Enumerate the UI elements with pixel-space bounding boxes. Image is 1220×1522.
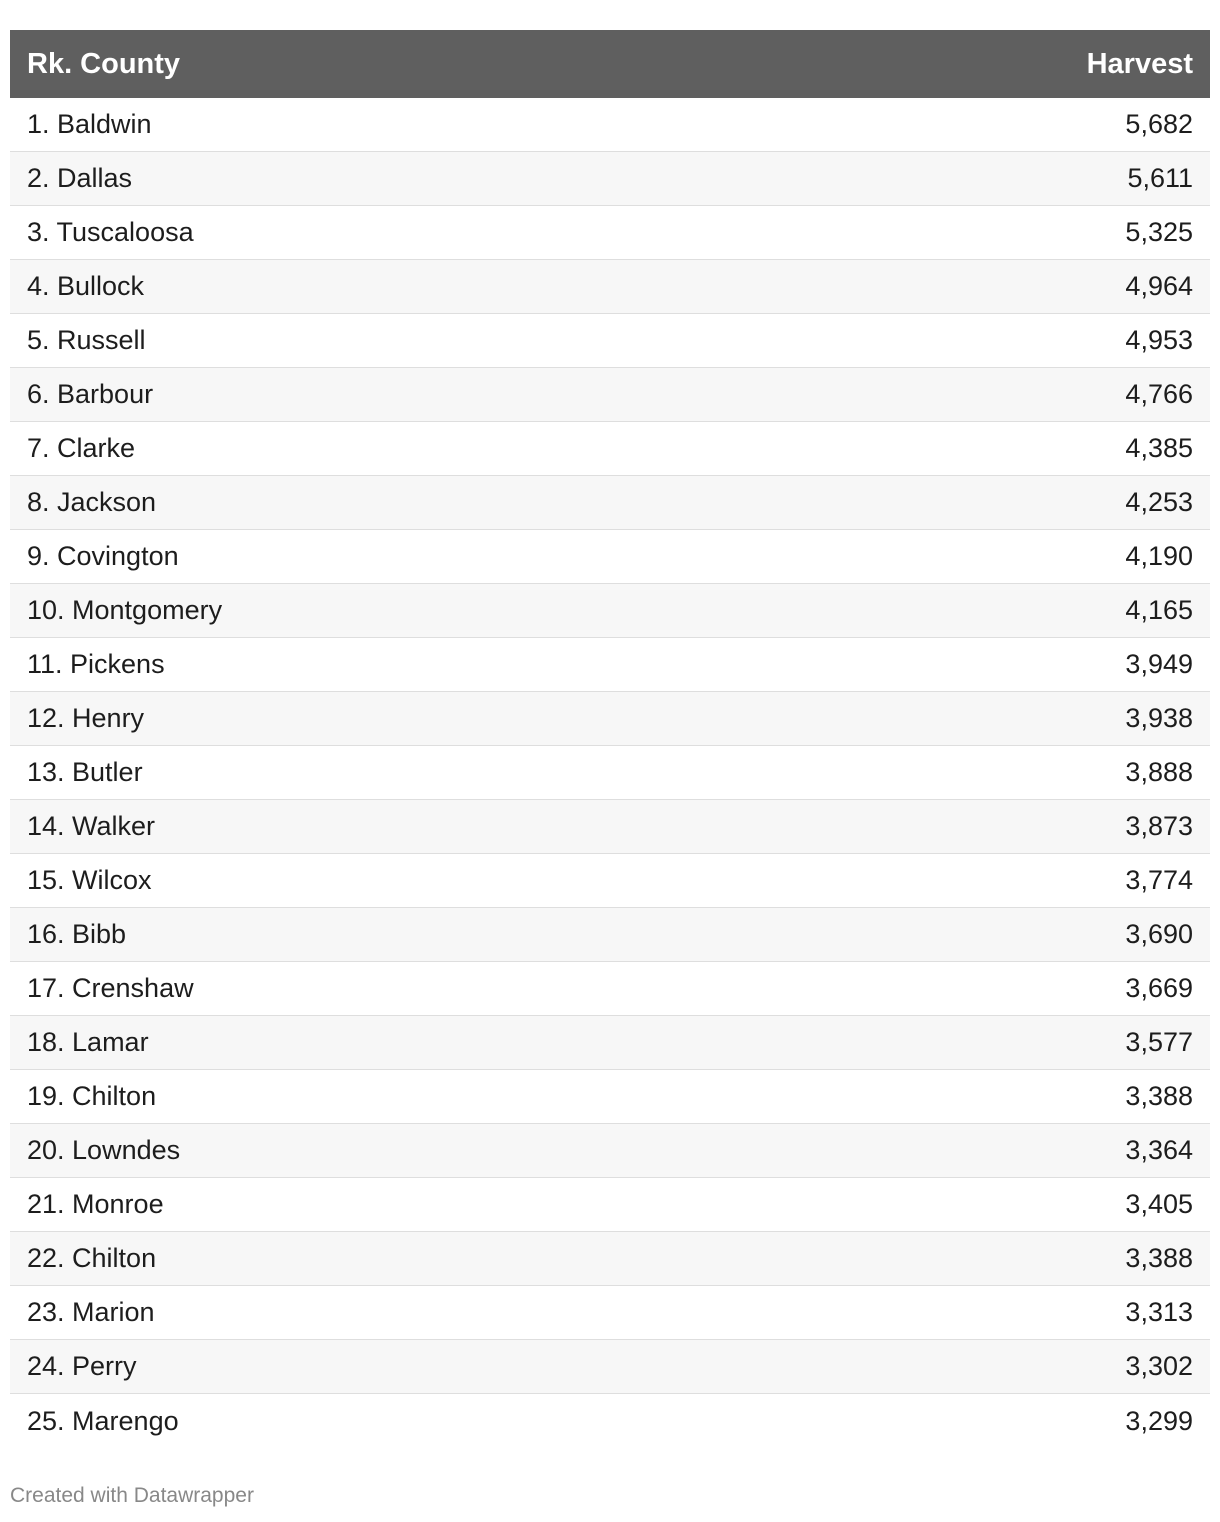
table-row (10, 800, 1210, 854)
table-row (10, 1340, 1210, 1394)
harvest-cell: 3,873 (1125, 811, 1193, 841)
county-cell: 8. Jackson (27, 487, 157, 517)
table-row (10, 1124, 1210, 1178)
table-row (10, 692, 1210, 746)
county-cell: 9. Covington (27, 541, 179, 571)
county-cell: 5. Russell (27, 325, 146, 355)
harvest-cell: 3,690 (1125, 919, 1193, 949)
harvest-cell: 4,953 (1125, 325, 1193, 355)
county-cell: 20. Lowndes (27, 1135, 181, 1165)
county-cell: 15. Wilcox (27, 865, 152, 895)
harvest-cell: 5,682 (1125, 109, 1193, 139)
harvest-cell: 3,577 (1125, 1027, 1193, 1057)
county-cell: 13. Butler (27, 757, 143, 787)
harvest-table (10, 30, 1210, 1448)
county-cell: 16. Bibb (27, 919, 127, 949)
harvest-cell: 3,405 (1125, 1189, 1193, 1219)
table-row (10, 476, 1210, 530)
county-cell: 6. Barbour (27, 379, 154, 409)
datawrapper-credit[interactable]: Created with Datawrapper (10, 1484, 254, 1507)
harvest-cell: 4,190 (1125, 541, 1193, 571)
county-cell: 10. Montgomery (27, 595, 223, 625)
harvest-cell: 3,364 (1125, 1135, 1193, 1165)
harvest-cell: 3,949 (1125, 649, 1193, 679)
table-row (10, 530, 1210, 584)
county-cell: 11. Pickens (27, 649, 165, 679)
county-cell: 22. Chilton (27, 1243, 157, 1273)
harvest-cell: 3,299 (1125, 1405, 1193, 1436)
harvest-cell: 4,253 (1125, 487, 1193, 517)
table-row (10, 1016, 1210, 1070)
harvest-cell: 3,938 (1125, 703, 1193, 733)
county-cell: 14. Walker (27, 811, 156, 841)
table-row (10, 962, 1210, 1016)
table-row (10, 368, 1210, 422)
table-row (10, 584, 1210, 638)
county-cell: 23. Marion (27, 1297, 155, 1327)
county-cell: 19. Chilton (27, 1081, 157, 1111)
harvest-cell: 3,388 (1125, 1243, 1193, 1273)
table-row (10, 638, 1210, 692)
table-row (10, 1286, 1210, 1340)
header-county[interactable]: Rk. County (27, 47, 181, 80)
table-row (10, 98, 1210, 152)
harvest-cell: 3,302 (1125, 1351, 1193, 1381)
county-cell: 18. Lamar (27, 1027, 149, 1057)
table-row (10, 422, 1210, 476)
harvest-cell: 4,385 (1125, 433, 1193, 463)
county-cell: 21. Monroe (27, 1189, 164, 1219)
harvest-cell: 4,964 (1125, 271, 1193, 301)
table-row (10, 260, 1210, 314)
table-row (10, 1232, 1210, 1286)
table-header (10, 30, 1210, 98)
county-cell: 12. Henry (27, 703, 145, 733)
harvest-cell: 4,165 (1125, 595, 1193, 625)
table-row (10, 1394, 1210, 1448)
table-row (10, 1070, 1210, 1124)
county-cell: 1. Baldwin (27, 109, 152, 139)
harvest-cell: 3,313 (1125, 1297, 1193, 1327)
table-row (10, 854, 1210, 908)
table-body (10, 98, 1210, 1448)
header-harvest[interactable]: Harvest (1086, 47, 1193, 80)
table-row (10, 746, 1210, 800)
county-cell: 3. Tuscaloosa (27, 217, 194, 247)
harvest-cell: 4,766 (1125, 379, 1193, 409)
harvest-cell: 3,888 (1125, 757, 1193, 787)
county-cell: 4. Bullock (27, 271, 145, 301)
harvest-cell: 5,325 (1125, 217, 1193, 247)
county-cell: 2. Dallas (27, 163, 133, 193)
county-cell: 25. Marengo (27, 1405, 179, 1436)
table-row (10, 152, 1210, 206)
county-cell: 17. Crenshaw (27, 973, 194, 1003)
harvest-cell: 3,388 (1125, 1081, 1193, 1111)
table-row (10, 1178, 1210, 1232)
harvest-cell: 3,774 (1125, 865, 1193, 895)
table-row (10, 206, 1210, 260)
table-row (10, 314, 1210, 368)
county-cell: 7. Clarke (27, 433, 136, 463)
county-cell: 24. Perry (27, 1351, 137, 1381)
harvest-cell: 3,669 (1125, 973, 1193, 1003)
table-row (10, 908, 1210, 962)
harvest-cell: 5,611 (1127, 163, 1193, 193)
